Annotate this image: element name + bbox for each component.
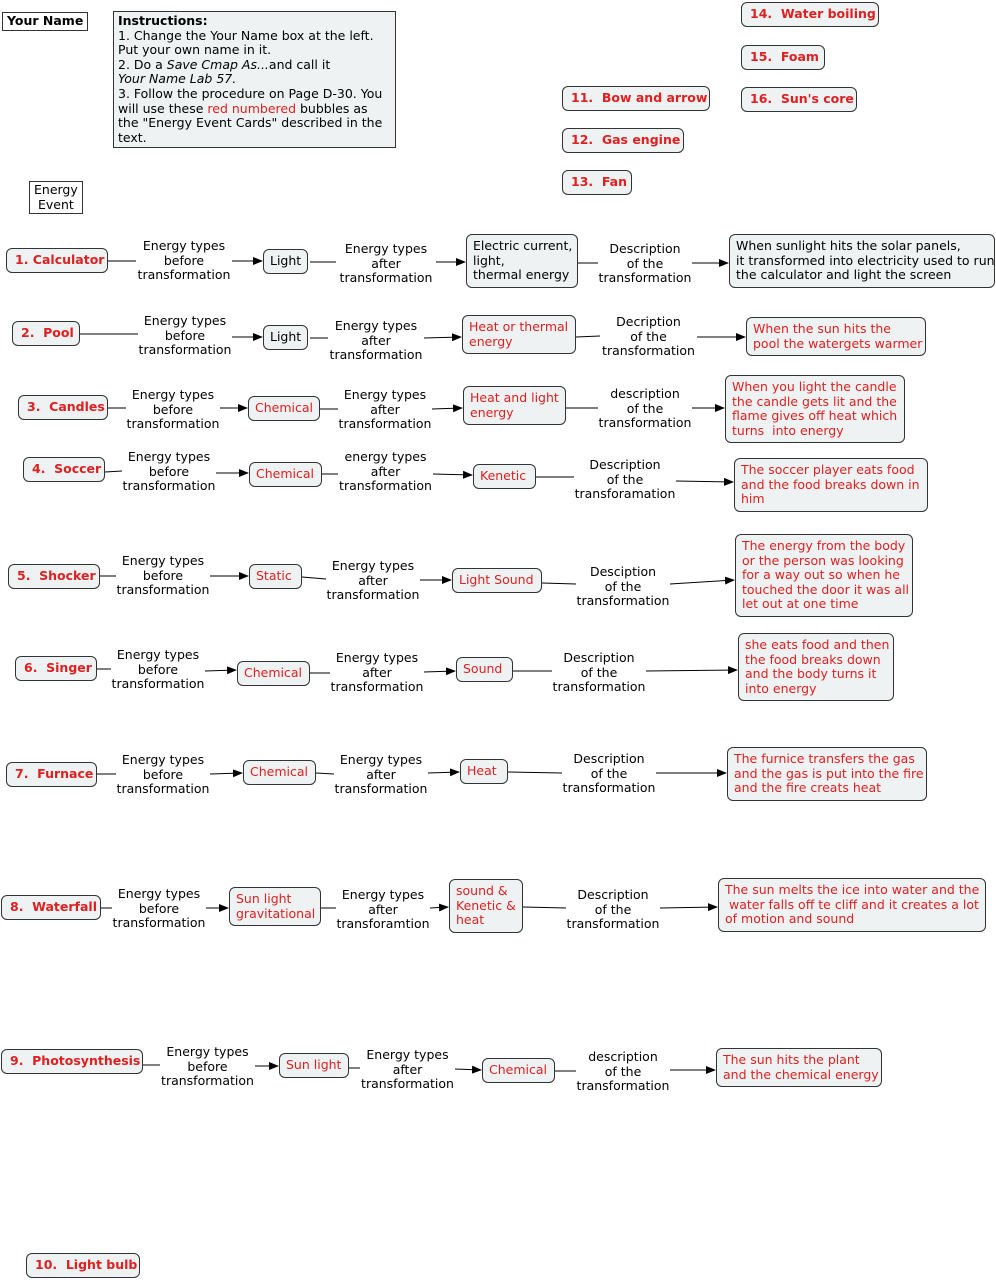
desc-concept-2[interactable]: When the sun hits the pool the watergets warmer xyxy=(746,317,926,356)
instructions-red-numbered: red numbered xyxy=(207,100,297,116)
before-concept-5[interactable]: Static xyxy=(249,564,302,589)
after-concept-7[interactable]: Heat xyxy=(460,759,508,784)
before-concept-9[interactable]: Sun light xyxy=(279,1053,349,1078)
card-16[interactable]: 16. Sun's core xyxy=(741,87,857,112)
card-3[interactable]: 3. Candles xyxy=(18,395,108,420)
before-label-4: Energy types before transformation xyxy=(122,449,216,493)
before-concept-8[interactable]: Sun light gravitational xyxy=(229,887,321,926)
desc-concept-8[interactable]: The sun melts the ice into water and the water falls off te cliff and it creates a lot of motion and sound xyxy=(718,878,986,932)
card-1[interactable]: 1. Calculator xyxy=(6,248,108,273)
after-concept-9[interactable]: Chemical xyxy=(482,1058,555,1083)
before-label-9: Energy types before transformation xyxy=(161,1044,254,1088)
energy-event-label: Energy Event xyxy=(29,181,83,214)
desc-label-6: Description of the transformation xyxy=(552,650,646,694)
before-concept-7[interactable]: Chemical xyxy=(243,760,316,785)
before-concept-1[interactable]: Light xyxy=(263,249,308,274)
before-label-6: Energy types before transformation xyxy=(111,647,205,691)
instructions-filename: Your Name Lab 57. xyxy=(118,71,237,87)
card-5[interactable]: 5. Shocker xyxy=(8,564,100,589)
before-concept-6[interactable]: Chemical xyxy=(237,661,310,686)
card-2[interactable]: 2. Pool xyxy=(12,321,80,346)
instructions-save-as: Save Cmap As... xyxy=(166,56,269,72)
card-13[interactable]: 13. Fan xyxy=(562,170,632,195)
desc-label-5: Desciption of the transformation xyxy=(576,564,670,608)
your-name-box[interactable]: Your Name xyxy=(2,12,88,31)
desc-concept-9[interactable]: The sun hits the plant and the chemical energy xyxy=(716,1048,882,1087)
instructions-step-2: 2. Do a xyxy=(118,56,167,72)
desc-concept-6[interactable]: she eats food and then the food breaks down and the body turns it into energy xyxy=(738,633,894,701)
before-label-5: Energy types before transformation xyxy=(116,553,210,597)
desc-label-1: Description of the transformation xyxy=(598,241,692,285)
after-label-9: Energy types after transformation xyxy=(361,1047,454,1091)
after-label-3: Energy types after transformation xyxy=(338,387,432,431)
after-label-2: Energy types after transformation xyxy=(329,318,423,362)
instructions-step-3: 3. Follow the procedure on Page D-30. You will use these xyxy=(118,85,383,116)
card-15[interactable]: 15. Foam xyxy=(741,45,825,70)
desc-concept-7[interactable]: The furnice transfers the gas and the gas is put into the fire and the fire creats heat xyxy=(727,747,927,801)
before-label-2: Energy types before transformation xyxy=(138,313,232,357)
instructions-title: Instructions: xyxy=(118,13,208,28)
card-12[interactable]: 12. Gas engine xyxy=(562,128,684,153)
instructions-step-3-end: bubbles as the "Energy Event Cards" described in the text. xyxy=(118,100,383,145)
desc-concept-1[interactable]: When sunlight hits the solar panels, it transformed into electricity used to run the calculator and light the screen xyxy=(729,234,995,288)
desc-label-4: Description of the transforamation xyxy=(574,457,676,501)
before-concept-2[interactable]: Light xyxy=(263,325,308,350)
after-label-6: Energy types after transformation xyxy=(330,650,424,694)
card-4[interactable]: 4. Soccer xyxy=(23,457,105,482)
after-label-7: Energy types after transformation xyxy=(334,752,428,796)
card-10[interactable]: 10. Light bulb xyxy=(26,1253,140,1278)
before-concept-3[interactable]: Chemical xyxy=(248,396,320,421)
after-label-4: energy types after transformation xyxy=(339,449,432,493)
desc-concept-5[interactable]: The energy from the body or the person was looking for a way out so when he touched the door it was all let out at one time xyxy=(735,534,913,617)
desc-concept-3[interactable]: When you light the candle the candle gets lit and the flame gives off heat which turns into energy xyxy=(725,375,905,443)
desc-label-7: Description of the transformation xyxy=(562,751,656,795)
before-label-3: Energy types before transformation xyxy=(126,387,220,431)
desc-label-3: description of the transformation xyxy=(598,386,692,430)
before-label-8: Energy types before transformation xyxy=(112,886,206,930)
before-label-7: Energy types before transformation xyxy=(116,752,210,796)
card-6[interactable]: 6. Singer xyxy=(15,656,97,681)
after-label-8: Energy types after transforamtion xyxy=(336,887,430,931)
before-concept-4[interactable]: Chemical xyxy=(249,462,322,487)
card-9[interactable]: 9. Photosynthesis xyxy=(1,1049,143,1074)
desc-label-8: Description of the transformation xyxy=(566,887,660,931)
instructions-step-1: 1. Change the Your Name box at the left. Put your own name in it. xyxy=(118,27,374,58)
desc-concept-4[interactable]: The soccer player eats food and the food breaks down in him xyxy=(734,458,928,512)
card-14[interactable]: 14. Water boiling xyxy=(741,2,879,27)
before-label-1: Energy types before transformation xyxy=(137,238,231,282)
after-concept-6[interactable]: Sound xyxy=(456,657,513,682)
card-8[interactable]: 8. Waterfall xyxy=(1,895,101,920)
after-concept-8[interactable]: sound & Kenetic & heat xyxy=(449,879,523,933)
after-label-5: Energy types after transformation xyxy=(326,558,420,602)
after-concept-2[interactable]: Heat or thermal energy xyxy=(462,315,576,354)
after-label-1: Energy types after transformation xyxy=(336,242,436,286)
after-concept-3[interactable]: Heat and light energy xyxy=(463,386,566,425)
desc-label-2: Decription of the transformation xyxy=(600,315,697,359)
after-concept-4[interactable]: Kenetic xyxy=(473,464,536,489)
card-7[interactable]: 7. Furnace xyxy=(6,762,97,787)
after-concept-1[interactable]: Electric current, light, thermal energy xyxy=(466,234,578,288)
instructions-step-2-end: and call it xyxy=(268,56,331,72)
after-concept-5[interactable]: Light Sound xyxy=(452,568,542,593)
desc-label-9: description of the transformation xyxy=(576,1049,670,1093)
card-11[interactable]: 11. Bow and arrow xyxy=(562,86,710,111)
instructions-box xyxy=(113,11,396,148)
